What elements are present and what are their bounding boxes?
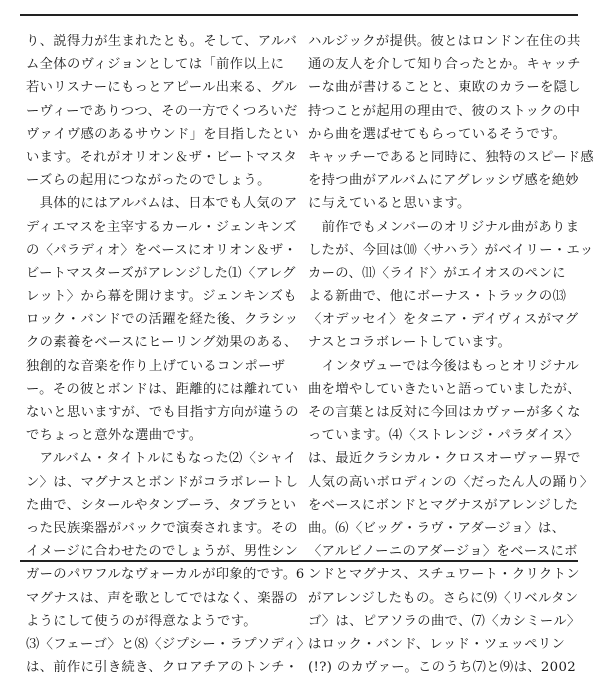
text-line: います。それがオリオン＆ザ・ビートマスタ xyxy=(26,149,298,165)
text-line: 具体的にはアルバムは、日本でも人気のア xyxy=(26,196,298,212)
text-line: ー。その彼とボンドは、距離的には離れてい xyxy=(26,381,299,397)
text-line: 独創的な音楽を作り上げているコンポーザ xyxy=(26,358,286,374)
text-line: っています。⑷〈ストレンジ・パラダイス〉 xyxy=(308,428,579,444)
text-line: ハルジックが提供。彼とはロンドン在住の共 xyxy=(308,34,581,49)
top-rule xyxy=(20,14,578,16)
text-line: ないと思いますが、でも目指す方向が違うの xyxy=(26,405,299,420)
text-line: ビートマスターズがアレンジした⑴〈アレグ xyxy=(26,265,296,281)
text-line: 〈オデッセイ〉をタニア・デイヴィスがマグ xyxy=(308,312,579,328)
text-line: の〈パラディオ〉をベースにオリオン＆ザ・ xyxy=(26,242,298,258)
text-line: アルバム・タイトルにもなった⑵〈シャイ xyxy=(26,451,297,467)
text-line: クの素養をベースにヒーリング効果のある、 xyxy=(26,335,298,351)
text-line: は、最近クラシカル・クロスオーヴァー界で xyxy=(308,451,581,467)
text-line: 通の友人を介して知り合ったとか。キャッチ xyxy=(308,57,581,73)
text-line: を持つ曲がアルバムにアグレッシヴ感を絶妙 xyxy=(308,173,579,189)
text-line: ンドとマグナス、スチュワート・クリクトン xyxy=(308,567,580,583)
text-line: よる新曲で、他にボーナス・トラックの⒀ xyxy=(308,289,567,305)
text-line: 〈アルビノーニのアダージョ〉をベースにボ xyxy=(308,544,578,560)
text-line: ようにして使うのが得意なようです。 xyxy=(26,613,257,629)
text-line: 人気の高いボロディンの〈だったん人の踊り〉 xyxy=(308,474,594,490)
text-line: でちょっと意外な選曲です。 xyxy=(26,428,203,444)
text-line: をベースにボンドとマグナスがアレンジした xyxy=(308,497,579,513)
text-line: カーの、⑾〈ライド〉がエイオスのペンに xyxy=(308,265,566,281)
text-line: 曲を増やしていきたいと語っていましたが、 xyxy=(308,381,581,397)
text-line: ーヴィーでありつつ、その一方でくつろいだ xyxy=(26,103,298,119)
text-line: マグナスは、声を歌としてではなく、楽器の xyxy=(26,590,299,606)
text-line: イメージに合わせたのでしょうが、男性シン xyxy=(26,544,299,560)
bottom-rule xyxy=(20,560,578,562)
text-line: に与えていると思います。 xyxy=(308,196,471,212)
text-line: り、説得力が生まれたとも。そして、アルバ xyxy=(26,34,298,49)
text-line: 前作でもメンバーのオリジナル曲がありま xyxy=(308,219,580,235)
text-line: その言葉とは反対に今回はカヴァーが多くな xyxy=(308,405,581,420)
text-line: レット〉から幕を開けます。ジェンキンズも xyxy=(26,289,297,305)
text-line: ーな曲が書けることと、東欧のカラーを隠し xyxy=(308,80,581,96)
text-line: 曲。⑹〈ビッグ・ラヴ・アダージョ〉は、 xyxy=(308,520,566,536)
text-line: った民族楽器がバックで演奏されます。その xyxy=(26,520,298,536)
text-line: 持つことが起用の理由で、彼のストックの中 xyxy=(308,103,581,119)
page-number: 6 xyxy=(295,567,305,582)
text-line: た曲で、シタールやタンブーラ、タブラとい xyxy=(26,497,297,513)
text-line: はロック・バンド、レッド・ツェッペリン xyxy=(308,636,566,652)
text-line: ン〉は、マグナスとボンドがコラボレートし xyxy=(26,474,299,490)
text-line: がアレンジしたもの。さらに⑼〈リベルタン xyxy=(308,590,579,606)
text-line: ヴァイヴ感のあるサウンド」を目指したとい xyxy=(26,126,299,142)
text-line: (!?) のカヴァー。このうち⑺と⑼は、2002 xyxy=(308,660,577,676)
text-line: ーズらの起用につながったのでしょう。 xyxy=(26,173,271,189)
text-line: 若いリスナーにもっとアピール出来る、グル xyxy=(26,80,298,96)
text-line: ゴ〉は、ピアソラの曲で、⑺〈カシミール〉 xyxy=(308,613,581,629)
text-line: は、前作に引き続き、クロアチアのトンチ・ xyxy=(26,660,299,676)
text-line: ロック・バンドでの活躍を経た後、クラシッ xyxy=(26,312,299,328)
text-line: ム全体のヴィジョンとしては「前作以上に xyxy=(26,57,285,73)
text-line: から曲を選ばせてもらっているそうです。 xyxy=(308,126,567,142)
text-line: ナスとコラボレートしています。 xyxy=(308,335,512,351)
text-line: ディエマスを主宰するカール・ジェンキンズ xyxy=(26,219,297,235)
text-line: ⑶〈フェーゴ〉と⑻〈ジプシー・ラプソディ〉 xyxy=(26,636,311,652)
text-line: ガーのパワフルなヴォーカルが印象的です。 xyxy=(26,567,297,583)
text-line: キャッチーであると同時に、独特のスピード感 xyxy=(308,149,595,165)
text-line: したが、今回は⑽〈サハラ〉がベイリー・エッ xyxy=(308,242,594,258)
text-line: インタヴューでは今後はもっとオリジナル xyxy=(308,358,580,374)
